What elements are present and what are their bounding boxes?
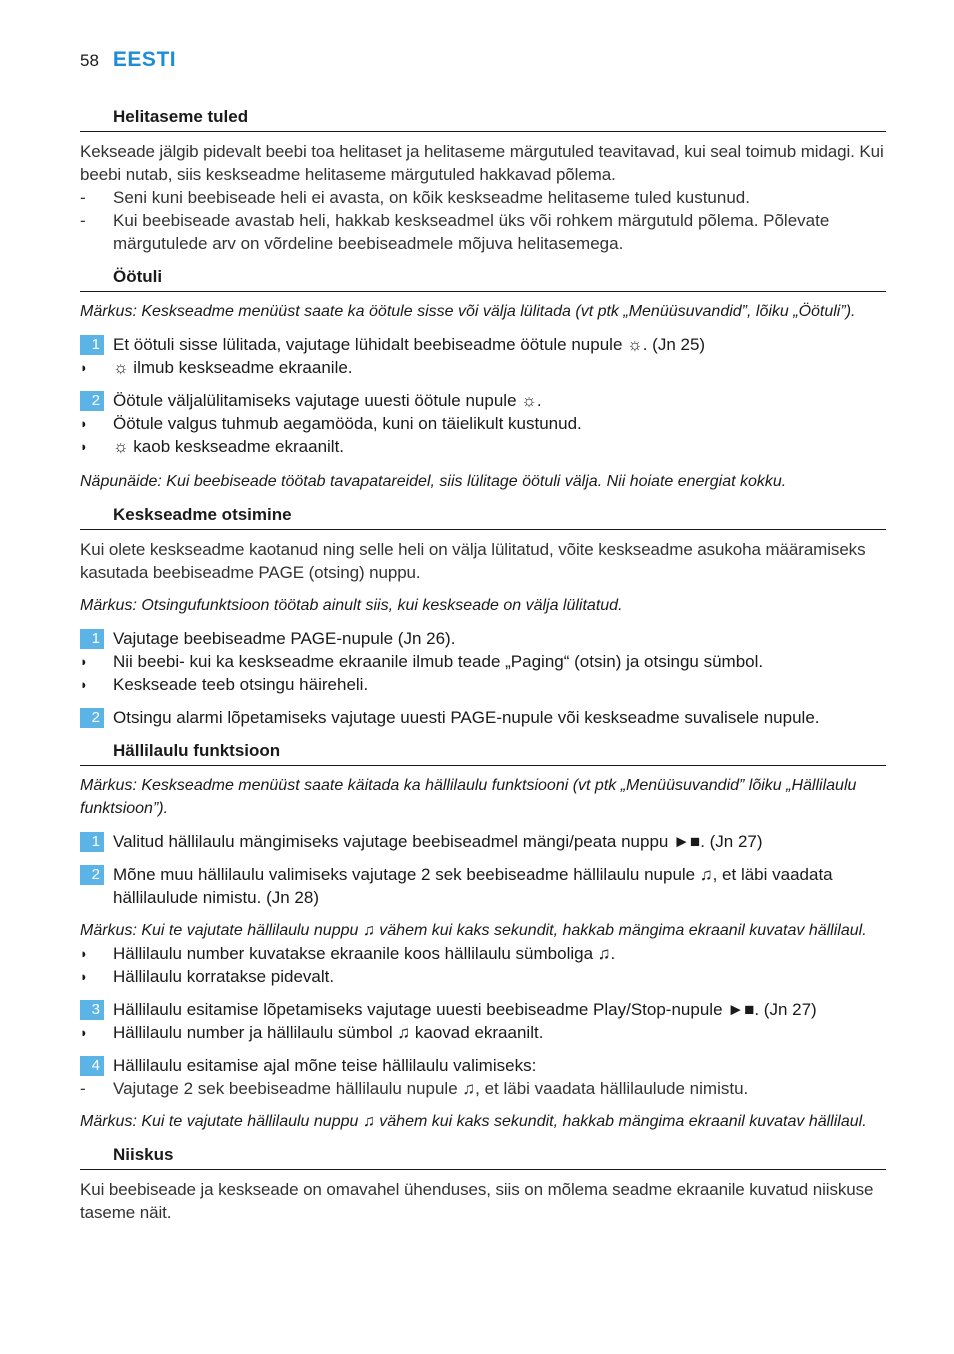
step-item [80, 706, 886, 729]
step-number: 1 [80, 335, 104, 355]
step-number: 2 [80, 391, 104, 411]
step-number: 1 [80, 832, 104, 852]
section-heading: Hällilaulu funktsioon [80, 739, 886, 766]
language-title: EESTI [112, 48, 177, 71]
paragraph: Kekseade jälgib pidevalt beebi toa helitaset ja helitaseme märgutuled teavitavad, kui seal toimub midagi. Kui beebi nutab, siis keskseadme helitaseme märgutuled hakkavad põlema. [80, 142, 884, 184]
paragraph: Kui olete keskseadme kaotanud ning selle heli on välja lülitatud, võite keskseadme asukoha määramiseks kasutada beebiseadme PAGE (otsing) nuppu. [80, 540, 866, 582]
dash-text: Seni kuni beebiseade heli ei avasta, on kõik keskseadme helitaseme tuled kustunud. [113, 188, 750, 207]
section-heading: Öötuli [80, 265, 886, 292]
bullet-text: Hällilaulu number kuvatakse ekraanile koos hällilaulu sümboliga ♫. [113, 944, 616, 963]
step-text: Et öötuli sisse lülitada, vajutage lühidalt beebiseadme öötule nupule ☼. (Jn 25) [113, 335, 706, 354]
step-text: Hällilaulu esitamise lõpetamiseks vajutage uuesti beebiseadme Play/Stop-nupule ►■. (Jn 27) [113, 1000, 817, 1019]
dash-marker: - [80, 211, 86, 230]
step-number: 2 [80, 865, 104, 885]
bullet-item [80, 412, 886, 435]
step-item [80, 1054, 886, 1077]
step-text: Otsingu alarmi lõpetamiseks vajutage uuesti PAGE-nupule või keskseadme suvalisele nupule. [113, 708, 820, 727]
section-find-parent-unit [80, 503, 886, 729]
dash-list-item [80, 209, 886, 255]
dash-text: Kui beebiseade avastab heli, hakkab keskseadmel üks või rohkem märgutuld põlema. Põlevate märgutulede arv on võrdeline beebiseadmele mõjuva helitasemega. [113, 211, 830, 253]
step-text: Vajutage beebiseadme PAGE-nupule (Jn 26). [113, 629, 456, 648]
dash-list-item [80, 1077, 886, 1100]
bullet-text: Keskseade teeb otsingu häireheli. [113, 675, 369, 694]
bullet-item [80, 1021, 886, 1044]
dash-marker: - [80, 1079, 86, 1098]
bullet-text: Hällilaulu number ja hällilaulu sümbol ♫ kaovad ekraanilt. [113, 1023, 544, 1042]
bullet-item [80, 650, 886, 673]
bullet-item [80, 435, 886, 458]
step-text: Öötule väljalülitamiseks vajutage uuesti öötule nupule ☼. [113, 391, 542, 410]
section-humidity [80, 1143, 886, 1224]
section-heading: Niiskus [80, 1143, 886, 1170]
page-header [80, 48, 176, 74]
bullet-item [80, 673, 886, 696]
tip: Näpunäide: Kui beebiseade töötab tavapatareidel, siis lülitage öötuli välja. Nii hoiate energiat kokku. [80, 473, 787, 490]
step-item [80, 627, 886, 650]
bullet-text: ☼ ilmub keskseadme ekraanile. [113, 358, 353, 377]
bullet-icon: ◗ [80, 439, 88, 454]
dash-list-item [80, 186, 886, 209]
bullet-text: Öötule valgus tuhmub aegamööda, kuni on täielikult kustunud. [113, 414, 582, 433]
step-item [80, 830, 886, 853]
paragraph: Kui beebiseade ja keskseade on omavahel ühenduses, siis on mõlema seadme ekraanile kuvatud niiskuse taseme näit. [80, 1180, 874, 1222]
page-number: 58 [80, 51, 99, 70]
step-number: 2 [80, 708, 104, 728]
step-item [80, 863, 886, 909]
bullet-icon: ◗ [80, 654, 88, 669]
page-content [80, 105, 886, 1234]
step-text: Valitud hällilaulu mängimiseks vajutage beebiseadmel mängi/peata nuppu ►■. (Jn 27) [113, 832, 763, 851]
bullet-icon: ◗ [80, 946, 88, 961]
dash-marker: - [80, 188, 86, 207]
step-number: 1 [80, 629, 104, 649]
section-sound-level-lights [80, 105, 886, 255]
step-item [80, 333, 886, 356]
note: Märkus: Kui te vajutate hällilaulu nuppu ♫ vähem kui kaks sekundit, hakkab mängima ekraanil kuvatav hällilaul. [80, 1113, 867, 1130]
bullet-text: ☼ kaob keskseadme ekraanilt. [113, 437, 345, 456]
bullet-icon: ◗ [80, 1025, 88, 1040]
section-heading: Keskseadme otsimine [80, 503, 886, 530]
bullet-icon: ◗ [80, 677, 88, 692]
bullet-text: Hällilaulu korratakse pidevalt. [113, 967, 335, 986]
note: Märkus: Keskseadme menüüst saate käitada ka hällilaulu funktsiooni (vt ptk „Menüüsuvandid” lõiku „Hällilaulu funktsioon”). [80, 777, 857, 817]
bullet-icon: ◗ [80, 969, 88, 984]
section-night-light [80, 265, 886, 493]
bullet-text: Nii beebi- kui ka keskseadme ekraanile ilmub teade „Paging“ (otsin) ja otsingu sümbol. [113, 652, 764, 671]
bullet-icon: ◗ [80, 360, 88, 375]
step-number: 4 [80, 1056, 104, 1076]
note: Märkus: Keskseadme menüüst saate ka öötule sisse või välja lülitada (vt ptk „Menüüsuvandid”, lõiku „Öötuli”). [80, 303, 856, 320]
step-item [80, 389, 886, 412]
note: Märkus: Kui te vajutate hällilaulu nuppu ♫ vähem kui kaks sekundit, hakkab mängima ekraanil kuvatav hällilaul. [80, 922, 867, 939]
bullet-icon: ◗ [80, 416, 88, 431]
dash-text: Vajutage 2 sek beebiseadme hällilaulu nupule ♫, et läbi vaadata hällilaulude nimistu. [113, 1079, 749, 1098]
section-heading: Helitaseme tuled [80, 105, 886, 132]
step-text: Mõne muu hällilaulu valimiseks vajutage 2 sek beebiseadme hällilaulu nupule ♫, et läbi vaadata hällilaulude nimistu. (Jn 28) [113, 865, 833, 907]
bullet-item [80, 965, 886, 988]
bullet-item [80, 356, 886, 379]
step-text: Hällilaulu esitamise ajal mõne teise hällilaulu valimiseks: [113, 1056, 537, 1075]
note: Märkus: Otsingufunktsioon töötab ainult siis, kui keskseade on välja lülitatud. [80, 597, 623, 614]
step-item [80, 998, 886, 1021]
section-lullaby [80, 739, 886, 1133]
bullet-item [80, 942, 886, 965]
step-number: 3 [80, 1000, 104, 1020]
